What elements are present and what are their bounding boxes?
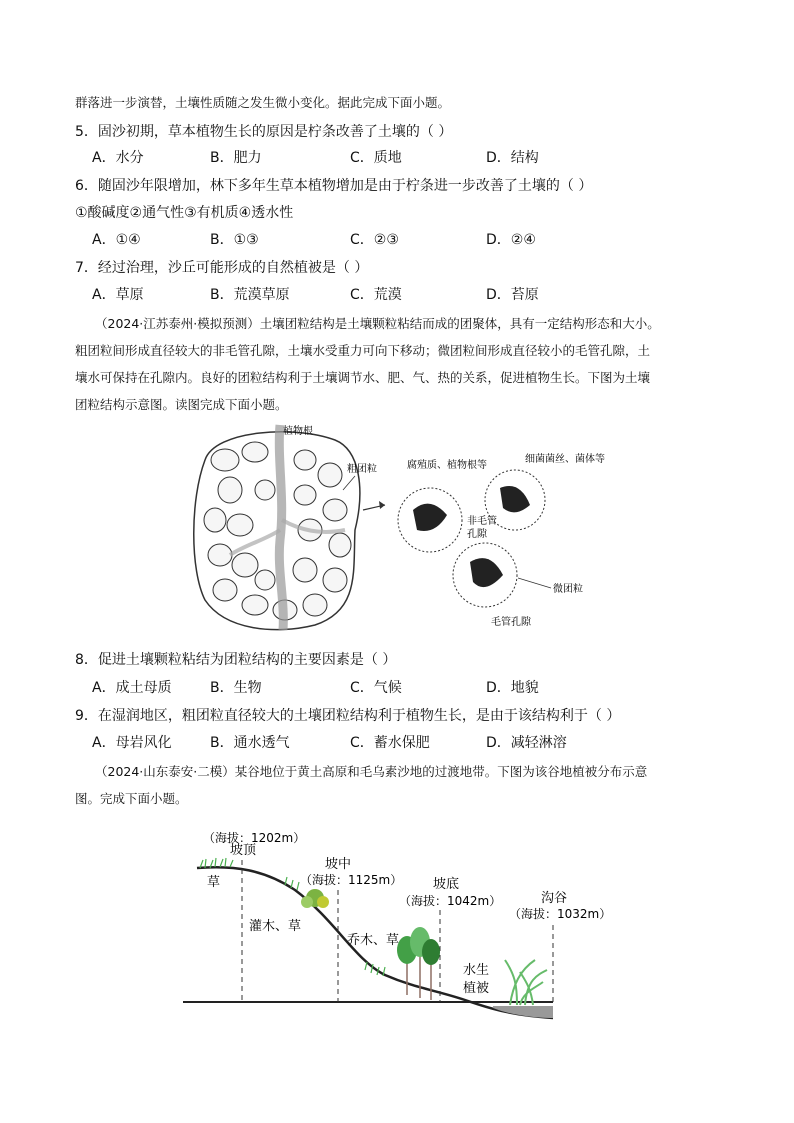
passage2-line2: 粗团粒间形成直径较大的非毛管孔隙，土壤水受重力可向下移动；微团粒间形成直径较小的毛管孔隙，土: [75, 343, 651, 358]
micro-aggregate-label: 微团粒: [553, 584, 583, 595]
q7-option-b[interactable]: B．荒漠草原: [210, 287, 290, 303]
q6-option-a[interactable]: A．①④: [92, 232, 141, 248]
noncapillary-label-2: 孔隙: [467, 529, 487, 540]
q6-option-b[interactable]: B．①③: [210, 232, 259, 248]
passage2-line3: 壤水可保持在孔隙内。良好的团粒结构利于土壤调节水、肥、气、热的关系，促进植物生长。下图为土壤: [75, 370, 651, 385]
noncapillary-label-1: 非毛管: [467, 516, 497, 527]
q5-option-d[interactable]: D．结构: [486, 150, 539, 166]
top-name: 坡顶: [230, 843, 257, 858]
foot-name: 坡底: [433, 877, 460, 892]
humus-label: 腐殖质、植物根等: [407, 460, 487, 471]
valley-vegetation-figure: [175, 810, 612, 1025]
q9-option-b[interactable]: B．通水透气: [210, 735, 290, 751]
valley-name: 沟谷: [541, 891, 568, 906]
foot-vegetation: 乔木、草: [347, 933, 400, 948]
tree-icon: [397, 927, 440, 1000]
q8-option-a[interactable]: A．成土母质: [92, 680, 172, 696]
top-vegetation: 草: [207, 875, 221, 890]
intro-tail: 群落进一步演替，土壤性质随之发生微小变化。据此完成下面小题。: [75, 95, 451, 110]
coarse-aggregate-label: 粗团粒: [347, 464, 377, 475]
q6-option-d[interactable]: D．②④: [486, 232, 536, 248]
mid-name: 坡中: [325, 857, 352, 872]
q5-option-b[interactable]: B．肥力: [210, 150, 262, 166]
q9-option-d[interactable]: D．减轻淋溶: [486, 735, 567, 751]
mid-elevation: （海拔：1125m）: [300, 873, 403, 887]
q8-option-b[interactable]: B．生物: [210, 680, 262, 696]
q6-items: ①酸碱度②通气性③有机质④透水性: [75, 205, 294, 221]
valley-elevation: （海拔：1032m）: [509, 907, 612, 921]
root-label: 植物根: [283, 426, 313, 437]
fungi-label: 细菌菌丝、菌体等: [525, 454, 605, 465]
q9-option-a[interactable]: A．母岩风化: [92, 735, 172, 751]
q5-option-a[interactable]: A．水分: [92, 150, 144, 166]
q6-option-c[interactable]: C．②③: [350, 232, 399, 248]
top-elevation: （海拔：1202m）: [203, 831, 306, 845]
passage3-line1: （2024·山东泰安·二模）某谷地位于黄土高原和毛乌素沙地的过渡地带。下图为该谷地植被分布示意: [95, 764, 648, 779]
q7-option-c[interactable]: C．荒漠: [350, 287, 402, 303]
q7-option-d[interactable]: D．苔原: [486, 287, 539, 303]
soil-aggregate-figure: [185, 420, 625, 640]
q7-stem: 7．经过治理，沙丘可能形成的自然植被是（ ）: [75, 260, 369, 276]
q8-option-d[interactable]: D．地貌: [486, 680, 539, 696]
passage3-line2: 图。完成下面小题。: [75, 791, 188, 806]
aquatic-plant-icon: [505, 960, 547, 1005]
passage2-line4: 团粒结构示意图。读图完成下面小题。: [75, 397, 288, 412]
q6-stem: 6．随固沙年限增加，林下多年生草本植物增加是由于柠条进一步改善了土壤的（ ）: [75, 178, 593, 194]
mid-vegetation: 灌木、草: [249, 919, 302, 934]
plant-root-icon: [279, 425, 283, 630]
q9-stem: 9．在湿润地区，粗团粒直径较大的土壤团粒结构利于植物生长，是由于该结构利于（ ）: [75, 708, 621, 724]
q9-option-c[interactable]: C．蓄水保肥: [350, 735, 430, 751]
q7-option-a[interactable]: A．草原: [92, 287, 144, 303]
foot-elevation: （海拔：1042m）: [399, 894, 502, 908]
valley-vegetation-2: 植被: [463, 981, 490, 996]
q8-stem: 8．促进土壤颗粒粘结为团粒结构的主要因素是（ ）: [75, 652, 397, 668]
q5-stem: 5．固沙初期，草本植物生长的原因是柠条改善了土壤的（ ）: [75, 124, 453, 140]
q5-option-c[interactable]: C．质地: [350, 150, 402, 166]
capillary-pore-label: 毛管孔隙: [491, 617, 531, 628]
q8-option-c[interactable]: C．气候: [350, 680, 402, 696]
passage2-line1: （2024·江苏泰州·模拟预测）土壤团粒结构是土壤颗粒粘结而成的团聚体，具有一定结构形态和大小。: [95, 316, 660, 331]
valley-vegetation-1: 水生: [463, 963, 490, 978]
